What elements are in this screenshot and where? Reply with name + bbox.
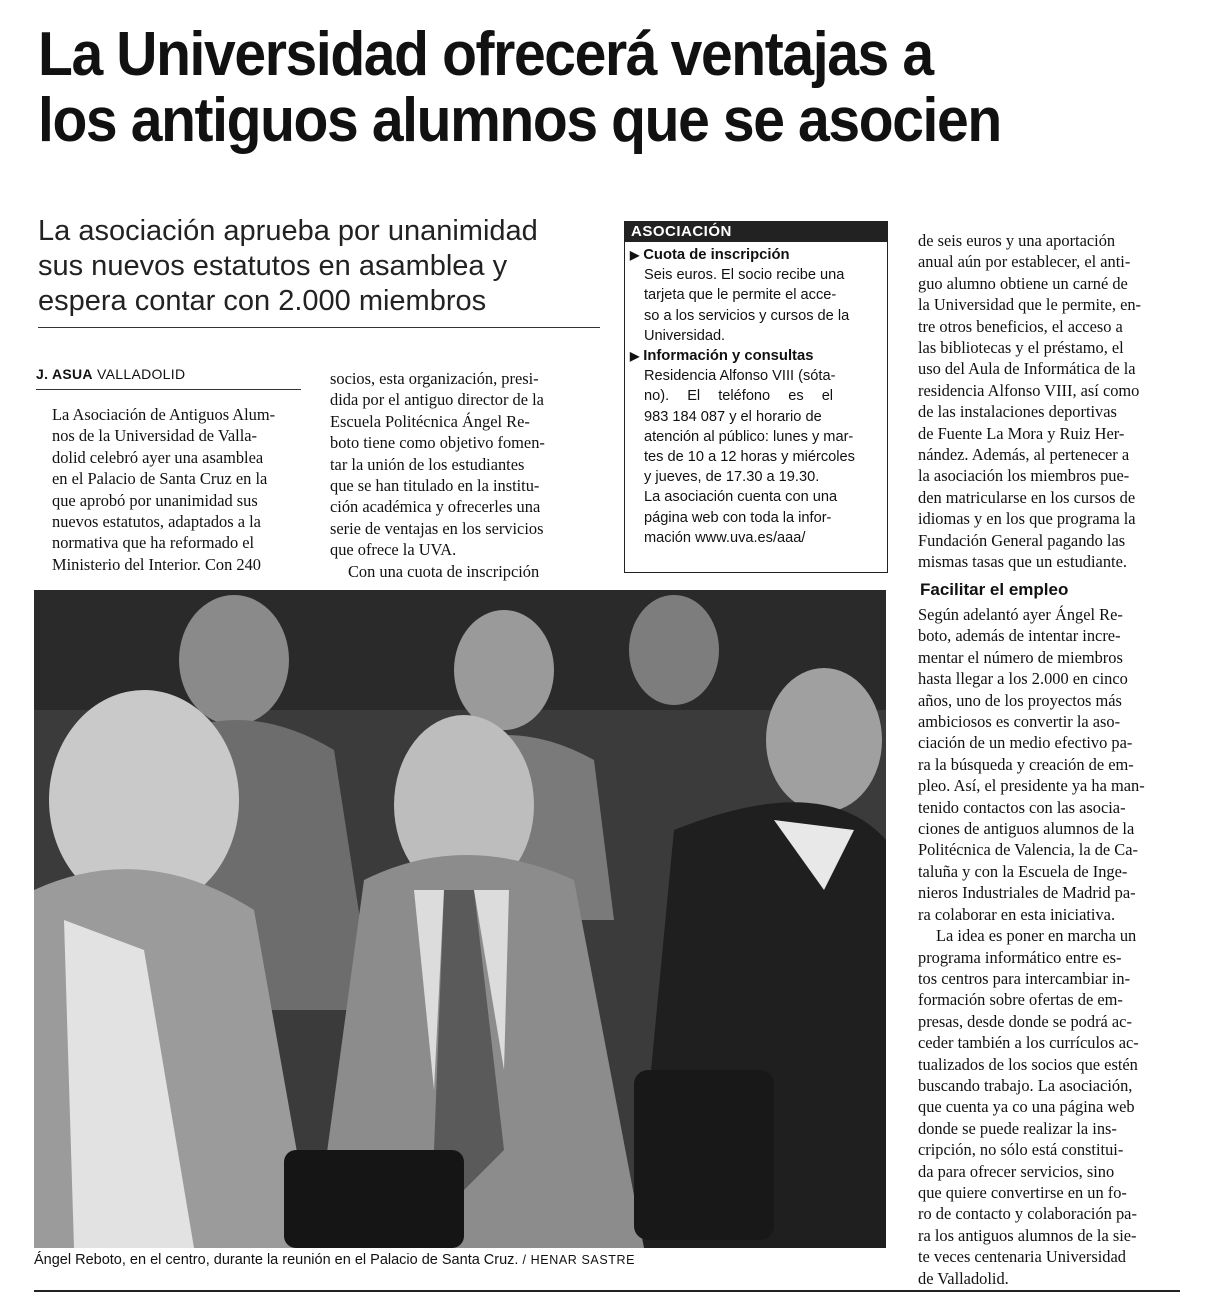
text-line: ro de contacto y colaboración pa- [918, 1204, 1137, 1224]
text-line: dolid celebró ayer una asamblea [52, 447, 264, 467]
text-line: la asociación los miembros pue- [918, 466, 1130, 486]
headline-line-2: los antiguos alumnos que se asocien [38, 86, 1001, 155]
text-line: ción académica y ofrecerles una [330, 497, 541, 517]
text-line: que cuenta ya co una página web [918, 1097, 1135, 1117]
text-line: hasta llegar a los 2.000 en cinco [918, 669, 1128, 689]
subheadline [38, 214, 598, 319]
text-line: página web con toda la infor- [644, 509, 832, 526]
bottom-rule [34, 1290, 1180, 1292]
paragraph [330, 368, 598, 561]
text-line: te veces centenaria Universidad [918, 1247, 1126, 1267]
text-line: Seis euros. El socio recibe una [644, 267, 845, 284]
text-line: tenido contactos con las asocia- [918, 797, 1126, 817]
news-photo [34, 590, 886, 1248]
text-line: Escuela Politécnica Ángel Re- [330, 411, 530, 431]
text-line: den matricularse en los cursos de [918, 487, 1136, 507]
text-line: normativa que ha reformado el [52, 533, 255, 553]
headline [38, 22, 1087, 154]
text-line: ceder también a los currículos ac- [918, 1033, 1139, 1053]
section-subtitle: Facilitar el empleo [920, 580, 1069, 599]
text-line: ambiciosos es convertir la aso- [918, 712, 1121, 732]
text-line: Según adelantó ayer Ángel Re- [918, 605, 1123, 624]
text-line: mismas tasas que un estudiante. [918, 552, 1127, 572]
byline-rule [36, 389, 301, 390]
byline-author: J. ASUA [36, 366, 93, 382]
paragraph [34, 404, 302, 575]
subhead-line-3: espera contar con 2.000 miembros [38, 285, 487, 317]
text-line: serie de ventajas en los servicios [330, 518, 544, 538]
text-line: de Fuente La Mora y Ruiz Her- [918, 423, 1125, 443]
text-line: pleo. Así, el presidente ya ha man- [918, 776, 1145, 796]
text-line: da para ofrecer servicios, sino [918, 1161, 1115, 1181]
text-line: mentar el número de miembros [918, 647, 1123, 667]
headline-line-1: La Universidad ofrecerá ventajas a [38, 20, 933, 89]
info-section-title-text: Información y consultas [643, 348, 814, 365]
text-line: formación sobre ofertas de em- [918, 990, 1123, 1010]
byline-place: VALLADOLID [97, 366, 186, 382]
subhead-line-2: sus nuevos estatutos en asamblea y [38, 250, 508, 282]
text-line: donde se puede realizar la ins- [918, 1118, 1117, 1138]
info-section-text [630, 265, 881, 346]
text-line: en el Palacio de Santa Cruz en la [52, 469, 268, 489]
subhead-rule [38, 327, 600, 328]
text-line: de Valladolid. [918, 1268, 1009, 1288]
info-section-text [630, 366, 881, 548]
text-line: dida por el antiguo director de la [330, 390, 544, 410]
text-line: nos de la Universidad de Valla- [52, 426, 257, 446]
text-line: ra colaborar en esta iniciativa. [918, 904, 1116, 924]
text-line: tos centros para intercambiar in- [918, 968, 1131, 988]
info-section-title [630, 346, 881, 366]
triangle-bullet-icon: ▶ [630, 349, 640, 364]
text-line: nández. Además, al pertenecer a [918, 445, 1130, 465]
text-line: y jueves, de 17.30 a 19.30. [644, 469, 820, 486]
text-line: de seis euros y una aportación [918, 231, 1116, 250]
text-line: tre otros beneficios, el acceso a [918, 316, 1123, 336]
text-line: ra la búsqueda y creación de em- [918, 754, 1134, 774]
text-line: nuevos estatutos, adaptados a la [52, 512, 261, 532]
caption-text: Ángel Reboto, en el centro, durante la reunión en el Palacio de Santa Cruz. [34, 1252, 519, 1268]
text-line: idiomas y en los que programa la [918, 509, 1136, 529]
text-line: cripción, no sólo está constitui- [918, 1140, 1124, 1160]
text-line: buscando trabajo. La asociación, [918, 1075, 1133, 1095]
article-column-2 [330, 368, 598, 582]
text-line: guo alumno obtiene un carné de [918, 273, 1128, 293]
paragraph [918, 925, 1180, 1289]
text-line: que ofrece la UVA. [330, 540, 457, 560]
article-column-3-continued [918, 604, 1180, 1289]
text-line: anual aún por establecer, el anti- [918, 252, 1131, 272]
text-line: nieros Industriales de Madrid pa- [918, 883, 1136, 903]
text-line: Residencia Alfonso VIII (sóta- [644, 368, 836, 385]
text-line: Ministerio del Interior. Con 240 [52, 554, 261, 574]
info-box-header: ASOCIACIÓN [625, 222, 887, 242]
text-line: 983 184 087 y el horario de [644, 408, 822, 425]
text-line: boto, además de intentar incre- [918, 626, 1121, 646]
byline [36, 366, 185, 382]
text-line: tualizados de los socios que estén [918, 1054, 1138, 1074]
text-line: ciones de antiguos alumnos de la [918, 819, 1135, 839]
text-line: las bibliotecas y el préstamo, el [918, 338, 1124, 358]
text-line: de las instalaciones deportivas [918, 402, 1117, 422]
info-box [624, 221, 888, 573]
text-line: residencia Alfonso VIII, así como [918, 380, 1140, 400]
text-line: Universidad. [644, 327, 726, 344]
paragraph [330, 561, 598, 582]
info-section-title-text: Cuota de inscripción [643, 247, 790, 263]
text-line: presas, desde donde se podrá ac- [918, 1011, 1132, 1031]
article-column-1 [34, 404, 302, 575]
text-line: tarjeta que le permite el acce- [644, 287, 837, 304]
text-line: que aprobó por unanimidad sus [52, 490, 258, 510]
text-line: tes de 10 a 12 horas y miércoles [644, 449, 855, 466]
info-section-title [630, 245, 881, 265]
text-line: La asociación cuenta con una [644, 489, 838, 506]
triangle-bullet-icon: ▶ [630, 248, 640, 262]
text-line: años, uno de los proyectos más [918, 690, 1122, 710]
text-line: uso del Aula de Informática de la [918, 359, 1136, 379]
text-line: ra los antiguos alumnos de la sie- [918, 1225, 1137, 1245]
paragraph [918, 604, 1180, 925]
text-line: programa informático entre es- [918, 947, 1122, 967]
text-line: tar la unión de los estudiantes [330, 454, 525, 474]
text-line: taluña y con la Escuela de Inge- [918, 861, 1128, 881]
info-box-body [625, 242, 887, 548]
text-line: socios, esta organización, presi- [330, 369, 539, 388]
text-line: la Universidad que le permite, en- [918, 295, 1142, 315]
text-line: Fundación General pagando las [918, 530, 1126, 550]
text-line: mación www.uva.es/aaa/ [644, 529, 806, 546]
text-line: que se han titulado en la institu- [330, 476, 540, 496]
text-line: ciación de un medio efectivo pa- [918, 733, 1133, 753]
photo-illustration [34, 590, 886, 1248]
subhead-line-1: La asociación aprueba por unanimidad [38, 215, 538, 247]
text-line: que quiere convertirse en un fo- [918, 1182, 1127, 1202]
photo-credit: / HENAR SASTRE [522, 1253, 636, 1267]
text-line: Con una cuota de inscripción [348, 561, 540, 581]
text-line: Politécnica de Valencia, la de Ca- [918, 840, 1138, 860]
text-line: La Asociación de Antiguos Alum- [52, 405, 276, 424]
text-line: boto tiene como objetivo fomen- [330, 433, 545, 453]
text-line: no). El teléfono es el [644, 388, 834, 405]
text-line: atención al público: lunes y mar- [644, 428, 854, 445]
photo-caption [34, 1252, 635, 1268]
text-line: La idea es poner en marcha un [936, 926, 1137, 946]
paragraph [918, 230, 1180, 573]
article-column-3 [918, 230, 1180, 573]
text-line: so a los servicios y cursos de la [644, 307, 850, 324]
